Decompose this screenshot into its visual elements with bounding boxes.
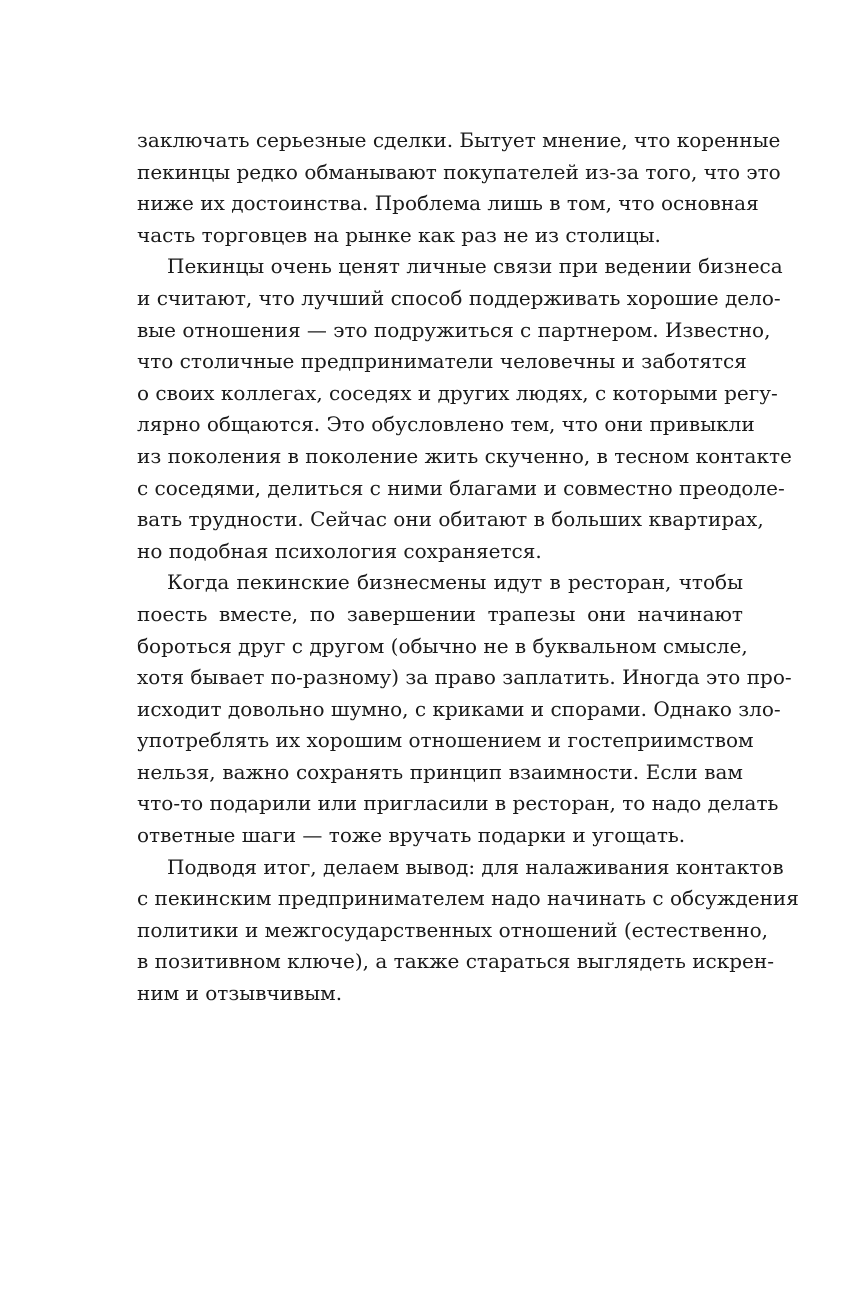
text-line: ниже их достоинства. Проблема лишь в том, что основная <box>137 191 759 216</box>
text-line: что столичные предприниматели человечны и заботятся <box>137 349 747 374</box>
text-line: нельзя, важно сохранять принцип взаимности. Если вам <box>137 759 743 784</box>
text-line: с пекинским предпринимателем надо начинать с обсуждения <box>137 886 799 911</box>
text-line: Пекинцы очень ценят личные связи при ведении бизнеса <box>167 254 783 279</box>
paragraph-3 <box>137 567 792 851</box>
text-line: поесть вместе, по завершении трапезы они начинают <box>137 601 743 626</box>
text-line: из поколения в поколение жить скученно, в тесном контакте <box>137 443 792 468</box>
text-line: пекинцы редко обманывают покупателей из-за того, что это <box>137 159 781 184</box>
text-line: хотя бывает по-разному) за право заплатить. Иногда это про- <box>137 665 792 690</box>
text-line: ответные шаги — тоже вручать подарки и угощать. <box>137 823 686 848</box>
text-line: и считают, что лучший способ поддерживать хорошие дело- <box>137 285 781 310</box>
text-line: в позитивном ключе), а также стараться выглядеть искрен- <box>137 949 774 974</box>
text-line: что-то подарили или пригласили в ресторан, то надо делать <box>137 791 779 816</box>
text-line: употреблять их хорошим отношением и гостеприимством <box>137 728 754 753</box>
paragraph-4 <box>137 852 799 1010</box>
text-line: вать трудности. Сейчас они обитают в больших квартирах, <box>137 507 764 532</box>
text-line: Когда пекинские бизнесмены идут в ресторан, чтобы <box>167 570 743 595</box>
text-line: политики и межгосударственных отношений (естественно, <box>137 917 768 942</box>
text-line: вые отношения — это подружиться с партнером. Известно, <box>137 317 771 342</box>
text-line: Подводя итог, делаем вывод: для налаживания контактов <box>167 854 784 879</box>
paragraph-2 <box>137 251 792 567</box>
text-line: лярно общаются. Это обусловлено тем, что они привыкли <box>137 412 755 437</box>
text-line: бороться друг с другом (обычно не в буквальном смысле, <box>137 633 748 658</box>
body-text <box>137 125 799 1010</box>
text-line: заключать серьезные сделки. Бытует мнение, что коренные <box>137 128 781 152</box>
text-line: часть торговцев на рынке как раз не из столицы. <box>137 222 661 247</box>
text-line: с соседями, делиться с ними благами и совместно преодоле- <box>137 475 785 500</box>
text-line: исходит довольно шумно, с криками и спорами. Однако зло- <box>137 696 781 721</box>
text-line: о своих коллегах, соседях и других людях, с которыми регу- <box>137 380 778 405</box>
text-line: ним и отзывчивым. <box>137 981 343 1006</box>
text-line: но подобная психология сохраняется. <box>137 538 542 563</box>
paragraph-1 <box>137 125 781 251</box>
